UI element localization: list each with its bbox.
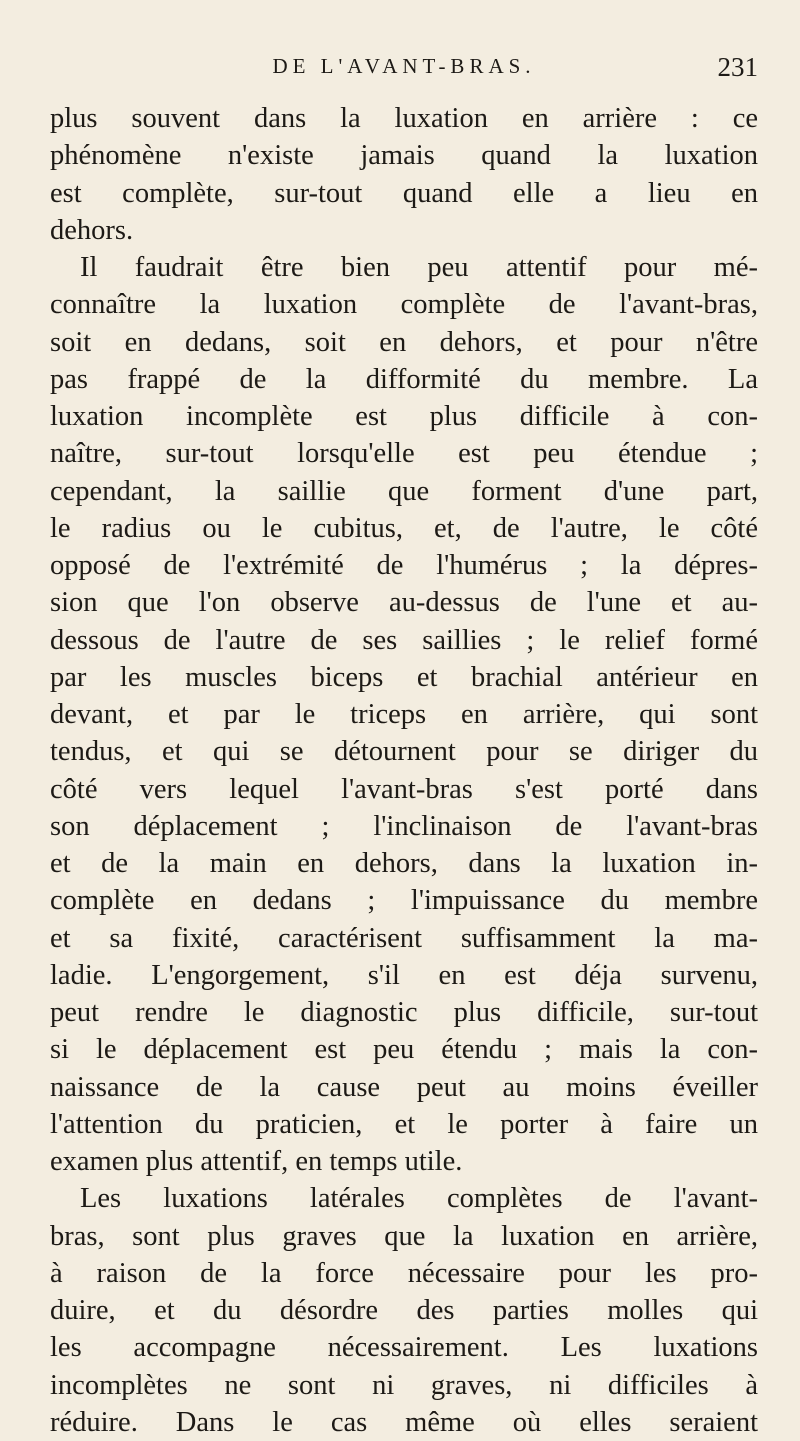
text-line: côté vers lequel l'avant-bras s'est porté dans xyxy=(50,773,758,805)
text-line: peut rendre le diagnostic plus difficile, sur-tout xyxy=(50,997,758,1028)
running-head: DE L'AVANT-BRAS. xyxy=(272,54,536,78)
text-line: Les luxations latérales complètes de l'avant- xyxy=(80,1183,758,1215)
text-line: dehors. xyxy=(50,214,134,246)
text-line: complète en dedans ; l'impuissance du membre xyxy=(50,885,758,917)
text-line: examen plus attentif, en temps utile. xyxy=(50,1146,463,1177)
body-text xyxy=(50,100,758,1441)
text-line: soit en dedans, soit en dehors, et pour n'être xyxy=(50,326,758,358)
text-line: si le déplacement est peu étendu ; mais la con- xyxy=(50,1034,758,1066)
text-line: naître, sur-tout lorsqu'elle est peu étendue ; xyxy=(50,438,758,470)
text-line: naissance de la cause peut au moins éveiller xyxy=(50,1071,758,1103)
text-line: est complète, sur-tout quand elle a lieu en xyxy=(50,177,758,209)
text-line: opposé de l'extrémité de l'humérus ; la dépres- xyxy=(50,550,758,581)
text-line: le radius ou le cubitus, et, de l'autre, le côté xyxy=(50,512,758,544)
text-line: devant, et par le triceps en arrière, qui sont xyxy=(50,699,758,730)
text-line: les accompagne nécessairement. Les luxations xyxy=(50,1332,758,1364)
text-line: par les muscles biceps et brachial antérieur en xyxy=(50,661,758,693)
text-line: luxation incomplète est plus difficile à con- xyxy=(50,401,758,432)
text-line: pas frappé de la difformité du membre. La xyxy=(50,363,758,395)
text-line: sion que l'on observe au-dessus de l'une et au- xyxy=(50,587,758,619)
text-line: l'attention du praticien, et le porter à faire un xyxy=(50,1108,758,1140)
text-line: connaître la luxation complète de l'avant-bras, xyxy=(50,289,758,321)
text-line: bras, sont plus graves que la luxation en arrière, xyxy=(50,1220,758,1252)
text-line: duire, et du désordre des parties molles qui xyxy=(50,1295,758,1326)
text-line: à raison de la force nécessaire pour les pro- xyxy=(50,1257,758,1289)
text-line: tendus, et qui se détournent pour se diriger du xyxy=(50,736,758,768)
text-line: son déplacement ; l'inclinaison de l'avant-bras xyxy=(50,810,758,842)
text-line: et de la main en dehors, dans la luxation in- xyxy=(50,848,758,879)
page-number: 231 xyxy=(717,52,758,82)
text-line: cependant, la saillie que forment d'une part, xyxy=(50,475,758,507)
page-header xyxy=(50,52,758,92)
text-line: et sa fixité, caractérisent suffisamment la ma- xyxy=(50,922,758,954)
text-line: réduire. Dans le cas même où elles seraient xyxy=(50,1406,758,1438)
text-line: ladie. L'engorgement, s'il en est déja survenu, xyxy=(50,959,758,991)
text-line: incomplètes ne sont ni graves, ni difficiles à xyxy=(50,1369,758,1401)
text-line: dessous de l'autre de ses saillies ; le relief formé xyxy=(50,624,758,656)
text-line: Il faudrait être bien peu attentif pour mé- xyxy=(80,252,758,283)
text-line: phénomène n'existe jamais quand la luxation xyxy=(50,140,758,172)
text-line: plus souvent dans la luxation en arrière : ce xyxy=(50,103,758,134)
